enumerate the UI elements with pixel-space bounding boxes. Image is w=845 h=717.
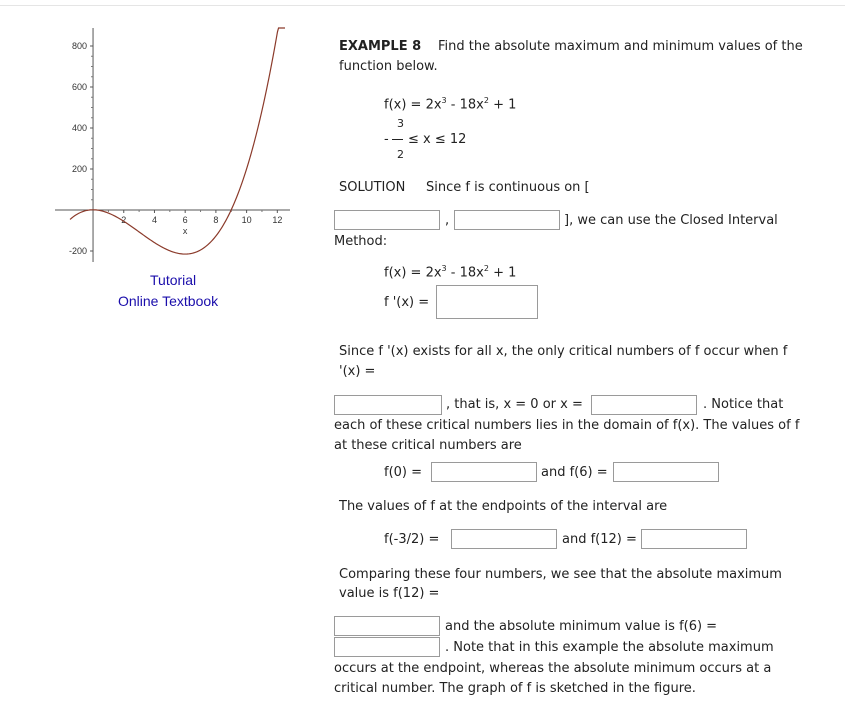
f12-label: and f(12) = bbox=[562, 532, 637, 547]
fraction-numerator: 3 bbox=[397, 117, 404, 130]
endpoint-text-line2: critical number. The graph of f is sketched in the figure. bbox=[334, 681, 696, 696]
interval-left-input[interactable] bbox=[334, 210, 440, 230]
y-axis-ticks bbox=[69, 41, 93, 256]
example-heading: EXAMPLE 8 bbox=[339, 39, 422, 54]
f12-input[interactable] bbox=[641, 529, 747, 549]
fraction-minus: - bbox=[384, 132, 389, 147]
derivative-input[interactable] bbox=[436, 285, 538, 319]
y-tick-label: 800 bbox=[72, 41, 88, 51]
x-tick-label: 6 bbox=[182, 215, 188, 225]
x-tick-label: 10 bbox=[241, 215, 252, 225]
online-textbook-link[interactable]: Online Textbook bbox=[118, 293, 219, 309]
x-tick-label: 2 bbox=[121, 215, 127, 225]
domain-text-line1: each of these critical numbers lies in the domain of f(x). The values of f bbox=[334, 418, 800, 433]
compare-text-line2: value is f(12) = bbox=[339, 586, 440, 601]
absolute-min-input[interactable] bbox=[334, 637, 440, 657]
x-tick-label: 8 bbox=[213, 215, 219, 225]
example-prompt-line2: function below. bbox=[339, 59, 438, 74]
closed-interval-text: ], we can use the Closed Interval bbox=[564, 213, 778, 228]
absolute-min-text: and the absolute minimum value is f(6) = bbox=[445, 619, 718, 634]
endpoints-text: The values of f at the endpoints of the interval are bbox=[339, 499, 668, 514]
example-prompt-line1: Find the absolute maximum and minimum values of the bbox=[438, 39, 803, 54]
y-tick-label: 400 bbox=[72, 123, 88, 133]
note-text: . Note that in this example the absolute maximum bbox=[445, 640, 774, 655]
y-tick-label: 600 bbox=[72, 82, 88, 92]
x-tick-label: 12 bbox=[272, 215, 283, 225]
compare-text-line1: Comparing these four numbers, we see that the absolute maximum bbox=[339, 567, 782, 582]
endpoint-text-line1: occurs at the endpoint, whereas the absolute minimum occurs at a bbox=[334, 661, 772, 676]
critical-text-line2: '(x) = bbox=[339, 364, 376, 379]
f6-label: and f(6) = bbox=[541, 465, 608, 480]
x-axis-ticks bbox=[108, 210, 282, 225]
domain-text-line2: at these critical numbers are bbox=[334, 438, 522, 453]
critical-equation-input[interactable] bbox=[334, 395, 442, 415]
method-label: Method: bbox=[334, 234, 388, 249]
function-definition: $f(x) = 2x^3 - 18x^2 + 1$ bbox=[384, 96, 517, 113]
f-neg-three-halves-label: f(-3/2) = bbox=[384, 532, 440, 547]
graph-axes bbox=[55, 28, 290, 262]
tutorial-link[interactable]: Tutorial bbox=[150, 272, 197, 288]
derivative-label: f '(x) = bbox=[384, 295, 430, 310]
f6-input[interactable] bbox=[613, 462, 719, 482]
x-tick-label: 4 bbox=[151, 215, 157, 225]
interval-condition: ≤ x ≤ 12 bbox=[408, 132, 467, 147]
function-graph bbox=[0, 0, 300, 270]
function-restated: $f(x) = 2x^3 - 18x^2 + 1$ bbox=[384, 264, 517, 281]
fraction-bar bbox=[392, 139, 403, 140]
solution-label: SOLUTION bbox=[339, 180, 406, 195]
f0-label: f(0) = bbox=[384, 465, 423, 480]
f0-input[interactable] bbox=[431, 462, 537, 482]
fraction-denominator: 2 bbox=[397, 148, 404, 161]
absolute-max-input[interactable] bbox=[334, 616, 440, 636]
y-tick-label: -200 bbox=[69, 246, 88, 256]
interval-right-input[interactable] bbox=[454, 210, 560, 230]
solution-continuity-text: Since f is continuous on [ bbox=[426, 180, 590, 195]
function-curve bbox=[70, 28, 285, 254]
critical-x-input[interactable] bbox=[591, 395, 697, 415]
that-is-text: , that is, x = 0 or x = bbox=[446, 397, 583, 412]
f-neg-three-halves-input[interactable] bbox=[451, 529, 557, 549]
x-axis-label: x bbox=[182, 226, 188, 236]
y-tick-label: 200 bbox=[72, 164, 88, 174]
interval-comma: , bbox=[445, 213, 450, 228]
critical-text-line1: Since f '(x) exists for all x, the only critical numbers of f occur when f bbox=[339, 344, 788, 359]
notice-text: . Notice that bbox=[703, 397, 784, 412]
